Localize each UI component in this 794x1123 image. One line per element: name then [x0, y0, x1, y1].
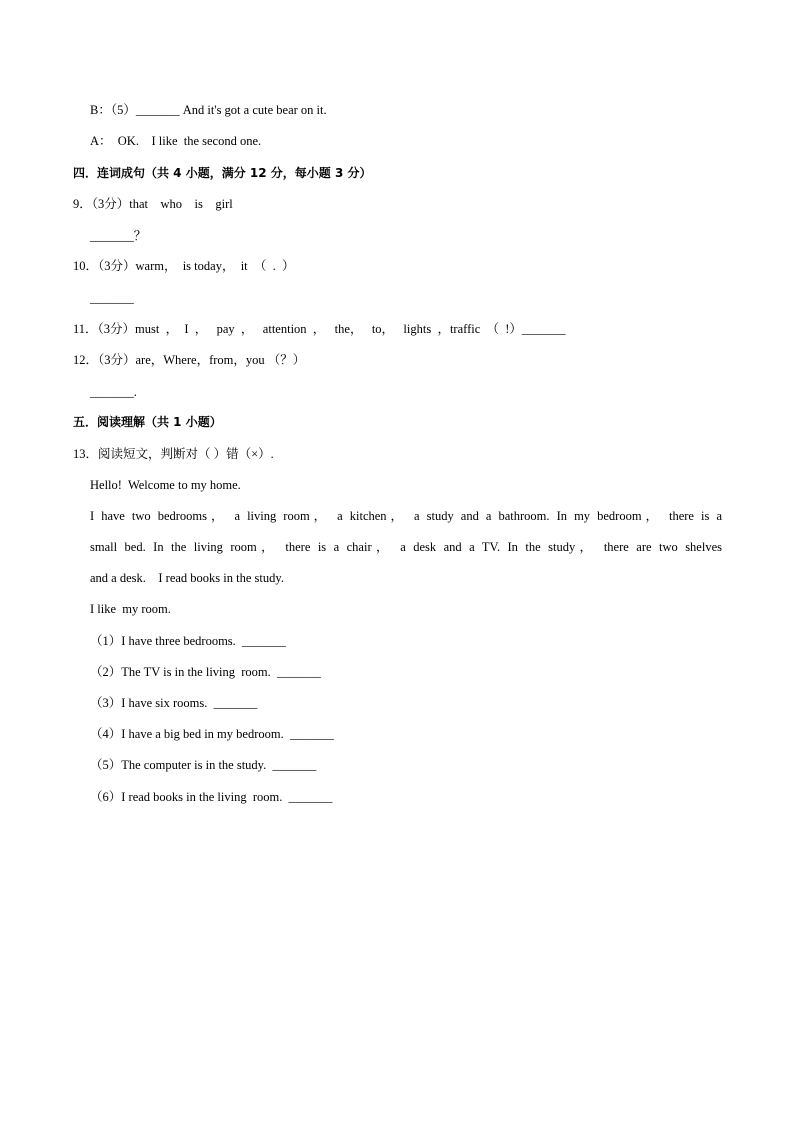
- question-13: 13．阅读短文，判断对（ ）错（×）.: [73, 447, 274, 461]
- passage-line: I like my room.: [90, 602, 171, 616]
- passage-line: small bed. In the living room， there is a chair， a desk and a TV. In the study， there are two shelves: [90, 540, 722, 554]
- section-four-heading: 四．连词成句（共 4 小题，满分 12 分，每小题 3 分）: [73, 166, 372, 180]
- dialogue-b-line: B：（5）_______ And it's got a cute bear on it.: [90, 103, 327, 117]
- statement-item: （3）I have six rooms. _______: [90, 696, 258, 710]
- question-10-answer-blank[interactable]: _______: [90, 291, 134, 305]
- passage-line: Hello! Welcome to my home.: [90, 478, 241, 492]
- question-9-answer-blank[interactable]: _______？: [90, 229, 147, 243]
- statement-item: （1）I have three bedrooms. _______: [90, 634, 286, 648]
- question-9: 9．（3分）that who is girl: [73, 197, 233, 211]
- dialogue-a-line: A： OK. I like the second one.: [90, 134, 262, 148]
- question-10: 10．（3分）warm， is today， it （ . ）: [73, 259, 295, 273]
- passage-line: I have two bedrooms， a living room， a kitchen， a study and a bathroom. In my bedroom， there is a: [90, 509, 722, 523]
- statement-item: （5）The computer is in the study. _______: [90, 758, 317, 772]
- question-11: 11．（3分）must ， I ， pay ， attention ， the， to， lights ，traffic （ !）_______: [73, 322, 566, 336]
- passage-line: and a desk. I read books in the study.: [90, 571, 284, 585]
- question-12: 12．（3分）are，Where，from，you （？）: [73, 353, 306, 367]
- statement-item: （2）The TV is in the living room. _______: [90, 665, 321, 679]
- section-five-heading: 五．阅读理解（共 1 小题）: [73, 415, 222, 429]
- statement-item: （6）I read books in the living room. _______: [90, 790, 333, 804]
- question-12-answer-blank[interactable]: _______.: [90, 385, 137, 399]
- statement-item: （4）I have a big bed in my bedroom. _______: [90, 727, 334, 741]
